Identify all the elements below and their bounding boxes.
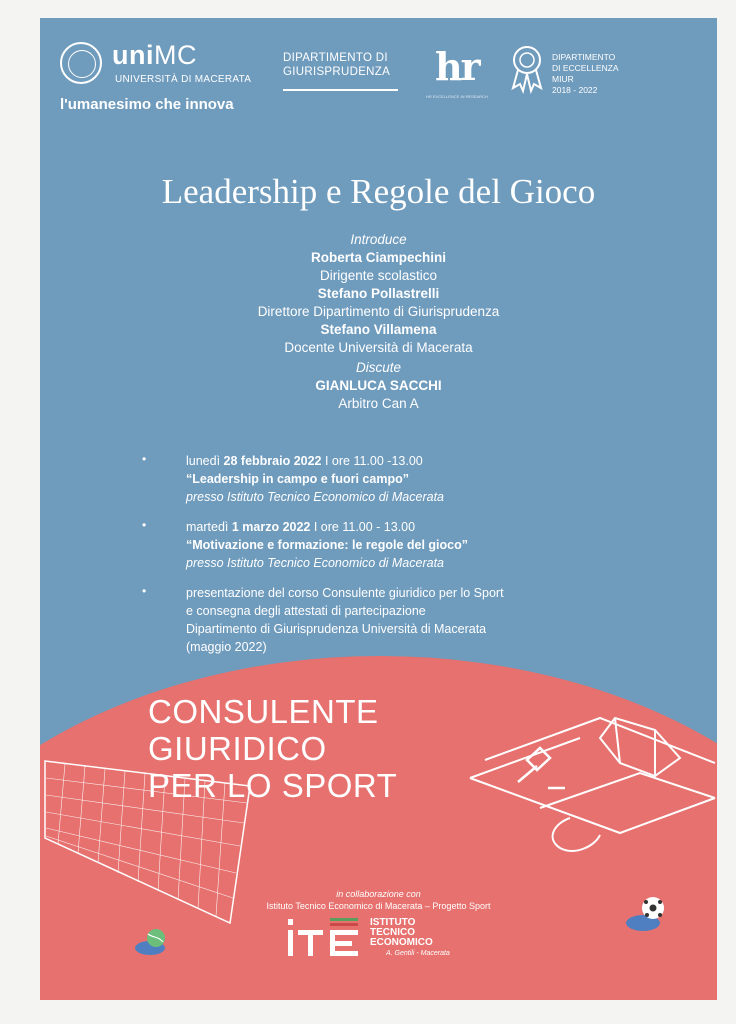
- hr-excellence-logo: hr: [435, 44, 479, 89]
- bullet: •: [142, 452, 147, 466]
- speaker-role: Dirigente scolastico: [319, 268, 438, 283]
- ite-name: ISTITUTO TECNICO ECONOMICO: [370, 917, 433, 948]
- department-line2: GIURISPRUDENZA: [283, 66, 391, 78]
- event-topic: “Motivazione e formazione: le regole del gioco”: [186, 538, 468, 552]
- tennis-ball-icon: [135, 929, 165, 955]
- collaboration-line: Istituto Tecnico Economico di Macerata – Progetto Sport: [266, 901, 491, 911]
- bullet: •: [142, 584, 147, 598]
- introduce-label: Introduce: [350, 232, 407, 247]
- collaboration-block: [40, 888, 717, 912]
- hr-excellence-caption: HR EXCELLENCE IN RESEARCH: [426, 94, 488, 99]
- department-line1: DIPARTIMENTO DI: [283, 52, 388, 64]
- discute-label: Discute: [355, 360, 401, 375]
- poster: [40, 18, 717, 1000]
- event-item: • presentazione del corso Consulente giuridico per lo Sport e consegna degli attestati di partecipazione Dipartimento di Giurisprudenza Università di Macerata (maggio 2022): [142, 584, 504, 654]
- speaker-role: Direttore Dipartimento di Giurisprudenza: [257, 304, 500, 319]
- event-item: • martedì 1 marzo 2022 I ore 11.00 - 13.00 “Motivazione e formazione: le regole del gioco” presso Istituto Tecnico Economico di Macerata: [186, 518, 656, 572]
- university-name: UNIVERSITÀ DI MACERATA: [115, 74, 252, 85]
- speaker-role: Arbitro Can A: [338, 396, 419, 411]
- event-place: presso Istituto Tecnico Economico di Macerata: [186, 490, 444, 504]
- collaboration-label: in collaborazione con: [336, 889, 421, 899]
- event-topic: “Leadership in campo e fuori campo”: [186, 472, 409, 486]
- tagline: l'umanesimo che innova: [60, 96, 234, 113]
- soccer-field-icon: [470, 718, 715, 851]
- event-title: Leadership e Regole del Gioco: [161, 172, 596, 211]
- event-item: • lunedì 28 febbraio 2022 I ore 11.00 -13.00 “Leadership in campo e fuori campo” presso Istituto Tecnico Economico di Macerata: [186, 452, 656, 506]
- speaker-name: GIANLUCA SACCHI: [315, 378, 442, 393]
- bullet: •: [142, 518, 147, 532]
- speaker-name: Roberta Ciampechini: [310, 250, 447, 265]
- excellence-text: DIPARTIMENTO DI ECCELLENZA MIUR 2018 - 2022: [552, 52, 619, 95]
- gavel-icon: [518, 748, 565, 788]
- ite-location: A. Gentili - Macerata: [386, 950, 450, 957]
- brand-name: uniMC: [112, 40, 197, 70]
- course-heading: CONSULENTE GIURIDICO PER LO SPORT: [148, 693, 398, 804]
- event-place: presso Istituto Tecnico Economico di Macerata: [186, 556, 444, 570]
- speaker-role: Docente Università di Macerata: [284, 340, 473, 355]
- speaker-name: Stefano Pollastrelli: [317, 286, 440, 301]
- speaker-name: Stefano Villamena: [320, 322, 437, 337]
- sports-illustration: [40, 18, 717, 1000]
